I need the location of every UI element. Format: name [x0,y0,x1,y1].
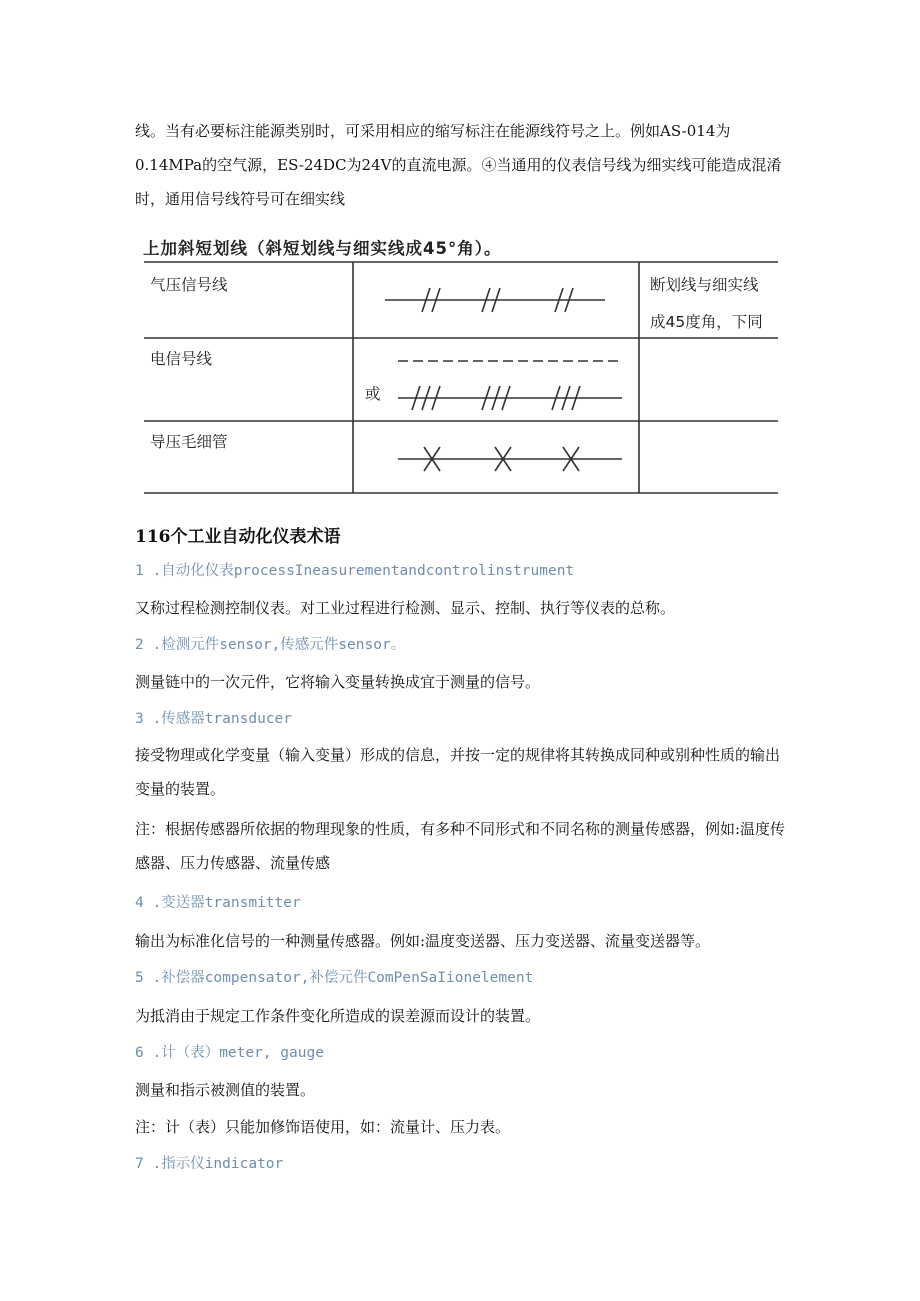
section-title: 116个工业自动化仪表术语 [135,527,341,547]
entry-4-description: 输出为标准化信号的一种测量传感器。例如:温度变送器、压力变送器、流量变送器等。 [135,932,711,950]
entry-5-heading: 5 .补偿器compensator,补偿元件ComPenSaIionelement [135,970,534,986]
entry-4-heading: 4 .变送器transmitter [135,895,301,911]
entry-7-heading: 7 .指示仪indicator [135,1156,284,1172]
entry-2-heading: 2 .检测元件sensor,传感元件sensor。 [135,637,406,653]
note-line-1: 断划线与细实线 [650,276,759,294]
row-label-capillary: 导压毛细管 [150,433,228,451]
note-line-2: 成45度角，下同 [650,313,763,331]
entry-3-heading: 3 .传感器transducer [135,711,292,727]
figure-caption: 上加斜短划线（斜短划线与细实线成45°角）。 [143,239,502,258]
entry-3-note: 注：根据传感器所依据的物理现象的性质，有多种不同形式和不同名称的测量传感器，例如:温度传感器、压力传感器、流量传感 [135,820,786,872]
entry-5-description: 为抵消由于规定工作条件变化所造成的误差源而设计的装置。 [135,1007,541,1025]
row-label-pneumatic: 气压信号线 [150,276,228,294]
entry-1-description: 又称过程检测控制仪表。对工业过程进行检测、显示、控制、执行等仪表的总称。 [135,599,676,617]
entry-3-description: 接受物理或化学变量（输入变量）形成的信息，并按一定的规律将其转换成同种或别种性质的输出变量的装置。 [135,746,781,798]
entry-6-note: 注：计（表）只能加修饰语使用，如：流量计、压力表。 [135,1118,511,1136]
entry-1-heading: 1 .自动化仪表processIneasurementandcontrolinstrument [135,563,575,579]
capillary-tube-symbol [398,447,622,471]
entry-6-description: 测量和指示被测值的装置。 [135,1081,316,1099]
electric-signal-hatched-symbol [398,386,622,410]
row-label-electric: 电信号线 [150,350,213,368]
row-connector-or: 或 [365,385,381,403]
pneumatic-signal-symbol [385,288,605,312]
entry-2-description: 测量链中的一次元件，它将输入变量转换成宜于测量的信号。 [135,673,541,691]
signal-line-table [140,255,785,500]
entry-6-heading: 6 .计（表）meter, gauge [135,1045,324,1061]
intro-paragraph: 线。当有必要标注能源类别时，可采用相应的缩写标注在能源线符号之上。例如AS-014为0.14MPa的空气源，ES-24DC为24V的直流电源。④当通用的仪表信号线为细实线可能造成混淆时，通用信号线符号可在细实线 [135,122,782,208]
